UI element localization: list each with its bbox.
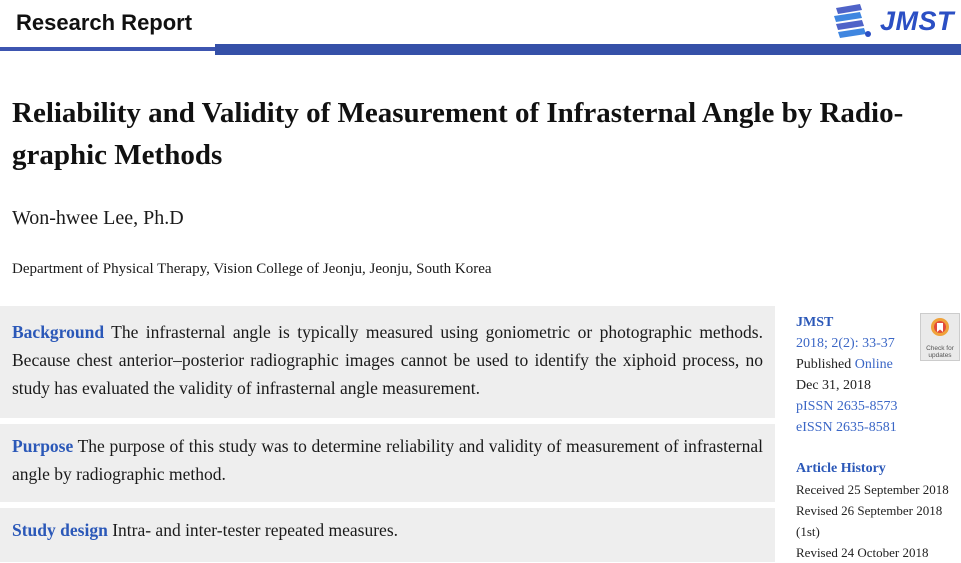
published-online: Online <box>854 357 893 372</box>
check-for-updates-button[interactable] <box>920 313 960 361</box>
background-text: The infrasternal angle is typically measured using goniometric or photographic methods. Because chest anterior–posterior radiographic images cannot be used to identify the xiphoid process, no study has evaluated the validity of infrasternal angle measurement. <box>12 322 763 398</box>
stacked-stripes-logo-icon <box>830 2 876 42</box>
journal-logo-text: JMST <box>880 6 955 36</box>
author-name: Won-hwee Lee, Ph.D <box>12 207 184 229</box>
eissn: eISSN 2635-8581 <box>796 420 897 435</box>
author-affiliation: Department of Physical Therapy, Vision College of Jeonju, Jeonju, South Korea <box>12 261 492 277</box>
purpose-text: The purpose of this study was to determine reliability and validity of measurement of infrasternal angle by radiographic method. <box>12 436 764 484</box>
abstract-study-design <box>0 508 775 562</box>
published-date: Dec 31, 2018 <box>796 378 872 393</box>
pissn: pISSN 2635-8573 <box>796 399 898 414</box>
sidebar-journal: JMST <box>796 315 834 330</box>
bookmark-badge-icon <box>930 317 950 343</box>
header-bar <box>0 44 961 56</box>
history-entry: Revised 24 October 2018 <box>796 545 929 560</box>
study-design-text: Intra- and inter-tester repeated measures. <box>112 520 399 540</box>
section-label: Research Report <box>16 10 193 35</box>
study-design-heading: Study design <box>12 520 108 540</box>
history-entry: Received 25 September 2018 <box>796 482 949 497</box>
volume-info[interactable]: 2018; 2(2): 33-37 <box>796 336 895 351</box>
abstract-background <box>0 306 775 418</box>
background-heading: Background <box>12 322 105 342</box>
published-prefix: Published <box>796 357 852 372</box>
purpose-heading: Purpose <box>12 436 74 456</box>
article-history-heading: Article History <box>796 461 886 476</box>
article-title: Reliability and Validity of Measurement of Infrasternal Angle by Radio-graphic Methods <box>12 97 904 171</box>
check-for-updates-label: Check for updates <box>926 345 954 359</box>
history-entry: Revised 26 September 2018 (1st) <box>796 503 943 539</box>
abstract-purpose <box>0 424 775 502</box>
